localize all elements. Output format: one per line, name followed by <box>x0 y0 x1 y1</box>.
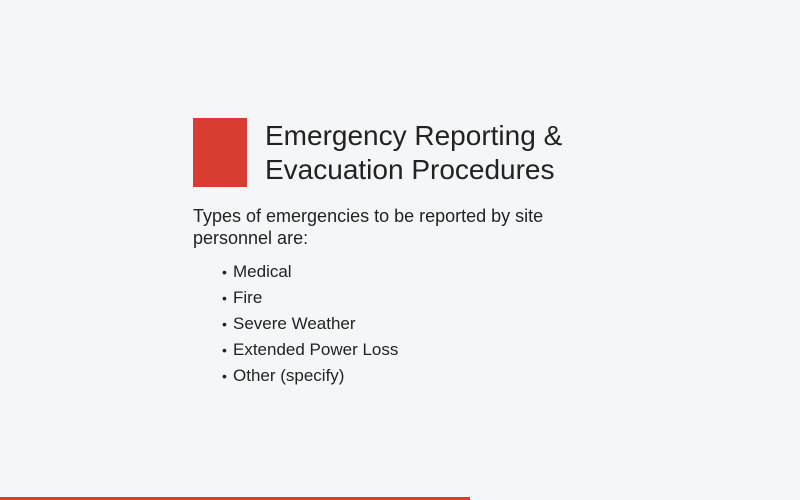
bullet-icon: • <box>222 316 227 332</box>
list-item-label: Medical <box>233 262 292 281</box>
list-item <box>222 259 398 285</box>
bullet-icon: • <box>222 368 227 384</box>
bullet-icon: • <box>222 290 227 306</box>
list-item-label: Severe Weather <box>233 314 356 333</box>
list-item <box>222 285 398 311</box>
accent-square <box>193 118 247 187</box>
bullet-icon: • <box>222 342 227 358</box>
list-item-label: Other (specify) <box>233 366 345 385</box>
slide-title: Emergency Reporting & Evacuation Procedures <box>265 120 563 185</box>
intro-text: Types of emergencies to be reported by site personnel are: <box>193 206 544 248</box>
list-item-label: Extended Power Loss <box>233 340 399 359</box>
list-item <box>222 337 398 363</box>
list-item <box>222 311 398 337</box>
list-item <box>222 363 398 389</box>
emergency-types-list <box>222 259 398 389</box>
list-item-label: Fire <box>233 288 263 307</box>
bullet-icon: • <box>222 264 227 280</box>
